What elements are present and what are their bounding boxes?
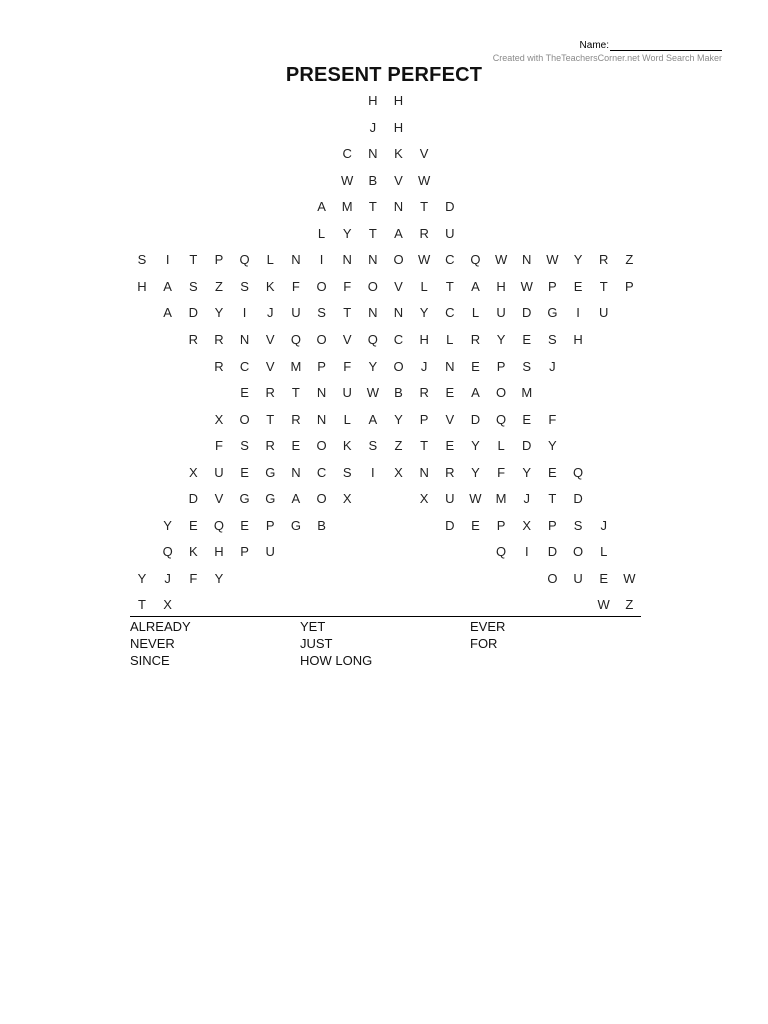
grid-letter: U <box>265 544 275 560</box>
grid-letter: P <box>496 517 506 533</box>
grid-letter: J <box>267 305 274 321</box>
grid-letter: W <box>366 385 379 401</box>
grid-letter: W <box>520 278 533 294</box>
grid-letter: J <box>420 358 428 374</box>
grid-letter: Z <box>625 252 634 268</box>
grid-letter: A <box>394 225 403 241</box>
grid-letter: N <box>419 464 429 480</box>
grid-letter: E <box>240 464 249 480</box>
grid-letter: M <box>290 358 302 374</box>
grid-letter: R <box>265 438 275 454</box>
grid-letter: K <box>265 278 275 294</box>
word-bank-column-2 <box>300 618 372 669</box>
grid-letter: U <box>598 305 609 321</box>
grid-letter: X <box>163 597 172 613</box>
grid-letter: R <box>598 252 609 268</box>
grid-letter: P <box>419 411 429 427</box>
grid-letter: R <box>419 385 429 401</box>
grid-letter: N <box>393 199 404 215</box>
grid-letter: T <box>599 278 608 294</box>
grid-letter: E <box>240 385 249 401</box>
grid-letter: J <box>523 491 530 507</box>
grid-letter: W <box>494 252 508 268</box>
grid-letter: F <box>343 358 352 374</box>
grid-letter: F <box>497 464 506 480</box>
grid-letter: Q <box>367 331 378 347</box>
grid-letter: Y <box>342 225 352 241</box>
word-bank-item: ALREADY <box>130 619 191 634</box>
grid-letter: M <box>341 199 353 215</box>
grid-letter: Z <box>394 438 403 454</box>
page-title: PRESENT PERFECT <box>285 64 483 86</box>
grid-letter: G <box>239 491 250 507</box>
grid-letter: N <box>368 146 378 162</box>
grid-letter: S <box>368 438 378 454</box>
grid-letter: B <box>368 172 378 188</box>
word-bank-column-1 <box>130 618 191 669</box>
grid-letter: C <box>445 252 455 268</box>
grid-letter: D <box>522 305 532 321</box>
grid-letter: O <box>572 544 584 560</box>
grid-letter: R <box>214 358 224 374</box>
grid-letter: D <box>188 491 198 507</box>
grid-letter: A <box>163 278 172 294</box>
grid-letter: M <box>521 385 533 401</box>
grid-letter: R <box>188 331 198 347</box>
grid-letter: L <box>420 278 428 294</box>
grid-letter: B <box>317 517 326 533</box>
word-bank-item: SINCE <box>130 653 170 668</box>
grid-letter: Y <box>522 464 532 480</box>
grid-letter: D <box>573 491 583 507</box>
grid-letter: U <box>445 225 455 241</box>
grid-letter: R <box>265 385 275 401</box>
grid-letter: N <box>393 305 404 321</box>
grid-letter: Q <box>496 544 507 560</box>
word-bank-column-3 <box>470 618 505 652</box>
grid-letter: S <box>240 278 249 294</box>
grid-letter: H <box>419 331 429 347</box>
grid-letter: A <box>471 385 480 401</box>
grid-letter: C <box>393 331 404 347</box>
grid-letter: O <box>316 438 327 454</box>
grid-letter: Y <box>163 517 172 533</box>
grid-letter: Y <box>368 358 378 374</box>
grid-letter: H <box>393 93 404 108</box>
grid-letter: N <box>342 252 352 268</box>
grid-letter: Q <box>162 544 173 560</box>
grid-letter: Q <box>572 464 584 480</box>
grid-letter: C <box>445 305 455 321</box>
grid-letter: G <box>265 464 276 480</box>
grid-letter: T <box>266 411 275 427</box>
grid-letter: V <box>342 331 352 347</box>
grid-letter: R <box>419 225 429 241</box>
grid-letter: E <box>471 517 480 533</box>
grid-letter: S <box>188 278 198 294</box>
grid-letter: T <box>189 252 198 268</box>
grid-letter: R <box>291 411 301 427</box>
grid-letter: A <box>163 305 172 321</box>
grid-letter: E <box>188 517 198 533</box>
grid-letter: H <box>137 278 147 294</box>
grid-letter: L <box>343 411 351 427</box>
grid-letter: W <box>597 597 610 613</box>
grid-letter: L <box>497 438 505 454</box>
grid-letter: H <box>496 278 506 294</box>
grid-letter: L <box>471 305 480 321</box>
grid-letter: D <box>547 544 558 560</box>
grid-letter: S <box>317 305 326 321</box>
grid-letter: G <box>290 517 301 533</box>
grid-letter: T <box>368 199 377 215</box>
grid-letter: U <box>342 385 352 401</box>
grid-letter: U <box>573 570 583 586</box>
grid-letter: X <box>342 491 352 507</box>
word-bank-item: YET <box>300 619 326 634</box>
grid-letter: T <box>138 597 146 613</box>
grid-letter: O <box>316 331 327 347</box>
grid-letter: B <box>394 385 403 401</box>
grid-letter: E <box>599 570 609 586</box>
grid-letter: N <box>239 331 250 347</box>
grid-letter: S <box>548 331 557 347</box>
grid-letter: X <box>419 491 429 507</box>
grid-letter: Q <box>239 252 250 268</box>
grid-letter: H <box>214 544 224 560</box>
grid-letter: H <box>368 93 378 108</box>
grid-letter: L <box>600 544 608 560</box>
grid-letter: K <box>394 146 403 162</box>
grid-letter: Y <box>496 331 506 347</box>
grid-letter: Q <box>496 411 507 427</box>
grid-letter: N <box>316 385 327 401</box>
grid-letter: R <box>214 331 224 347</box>
grid-letter: W <box>341 172 354 188</box>
grid-letter: G <box>547 305 558 321</box>
grid-letter: X <box>214 411 224 427</box>
grid-letter: O <box>496 385 507 401</box>
grid-letter: F <box>189 570 198 586</box>
grid-letter: I <box>319 252 324 268</box>
credit-text: Created with TheTeachersCorner.net Word Search Maker <box>492 53 722 63</box>
grid-letter: D <box>445 517 455 533</box>
grid-letter: Q <box>470 252 481 268</box>
grid-letter: S <box>573 517 583 533</box>
word-bank-item: EVER <box>470 619 506 634</box>
grid-letter: J <box>549 358 556 374</box>
grid-letter: F <box>291 278 300 294</box>
grid-letter: C <box>316 464 327 480</box>
word-bank-item: HOW LONG <box>300 653 373 668</box>
divider <box>130 616 641 617</box>
grid-letter: P <box>214 252 224 268</box>
grid-letter: E <box>471 358 480 374</box>
grid-letter: V <box>214 491 224 507</box>
grid-letter: L <box>266 252 274 268</box>
grid-letter: O <box>316 491 327 507</box>
word-bank-item: NEVER <box>130 636 175 651</box>
grid-letter: J <box>600 517 607 533</box>
word-bank-item: JUST <box>300 636 333 651</box>
grid-letter: U <box>291 305 301 321</box>
grid-letter: O <box>367 278 378 294</box>
grid-letter: T <box>291 385 300 401</box>
grid-letter: C <box>239 358 250 374</box>
grid-letter: N <box>291 252 301 268</box>
grid-letter: T <box>420 199 429 215</box>
grid-letter: Y <box>214 570 224 586</box>
grid-letter: E <box>240 517 249 533</box>
grid-letter: E <box>445 438 455 454</box>
grid-letter: X <box>394 464 403 480</box>
grid-letter: T <box>368 225 377 241</box>
grid-letter: N <box>522 252 532 268</box>
grid-letter: Z <box>625 597 634 613</box>
grid-letter: R <box>470 331 481 347</box>
grid-letter: Y <box>573 252 583 268</box>
grid-letter: U <box>496 305 506 321</box>
grid-letter: I <box>371 464 375 480</box>
grid-letter: N <box>368 305 378 321</box>
grid-letter: A <box>291 491 301 507</box>
grid-letter: V <box>394 172 403 188</box>
grid-letter: P <box>548 517 557 533</box>
grid-letter: W <box>469 491 482 507</box>
grid-letter: S <box>240 438 249 454</box>
grid-letter: J <box>164 570 171 586</box>
grid-letter: V <box>265 331 275 347</box>
grid-letter: P <box>240 544 249 560</box>
grid-letter: Z <box>214 278 223 294</box>
grid-letter: E <box>522 411 532 427</box>
grid-letter: N <box>291 464 301 480</box>
grid-letter: D <box>188 305 198 321</box>
grid-letter: Q <box>290 331 301 347</box>
grid-letter: D <box>522 438 532 454</box>
grid-letter: W <box>623 570 636 586</box>
grid-letter: Y <box>419 305 429 321</box>
grid-letter: I <box>524 544 529 560</box>
name-label: Name: <box>579 40 609 51</box>
grid-letter: H <box>573 331 583 347</box>
grid-letter: I <box>165 252 170 268</box>
grid-letter: V <box>419 146 429 162</box>
grid-letter: W <box>546 252 559 268</box>
grid-letter: U <box>445 491 455 507</box>
grid-letter: V <box>445 411 455 427</box>
grid-letter: P <box>317 358 326 374</box>
grid-letter: O <box>393 358 404 374</box>
grid-letter: N <box>445 358 455 374</box>
grid-letter: P <box>265 517 275 533</box>
grid-letter: E <box>573 278 583 294</box>
grid-letter: O <box>316 278 327 294</box>
grid-letter: J <box>369 119 377 135</box>
grid-letter: G <box>265 491 276 507</box>
grid-letter: W <box>418 172 431 188</box>
grid-letter: A <box>471 278 480 294</box>
grid-letter: T <box>445 278 454 294</box>
grid-letter: Q <box>213 517 224 533</box>
grid-letter: X <box>188 464 198 480</box>
grid-letter: I <box>242 305 247 321</box>
grid-letter: Y <box>471 438 480 454</box>
grid-letter: A <box>317 199 326 215</box>
grid-letter: X <box>522 517 532 533</box>
grid-letter: U <box>214 464 224 480</box>
grid-letter: P <box>496 358 506 374</box>
grid-letter: Y <box>137 570 147 586</box>
grid-letter: Y <box>471 464 480 480</box>
grid-letter: O <box>393 252 404 268</box>
grid-letter: S <box>522 358 532 374</box>
grid-letter: T <box>420 438 429 454</box>
grid-letter: F <box>343 278 352 294</box>
grid-letter: D <box>445 199 455 215</box>
grid-letter: W <box>418 252 431 268</box>
grid-letter: M <box>495 491 507 507</box>
grid-letter: O <box>547 570 558 586</box>
grid-letter: S <box>137 252 147 268</box>
grid-letter: K <box>342 438 352 454</box>
grid-letter: T <box>548 491 557 507</box>
grid-letter: N <box>368 252 378 268</box>
grid-letter: P <box>625 278 634 294</box>
grid-letter: F <box>548 411 557 427</box>
grid-letter: E <box>291 438 301 454</box>
grid-letter: A <box>368 411 378 427</box>
grid-letter: E <box>522 331 532 347</box>
grid-letter: H <box>393 119 404 135</box>
grid-letter: Y <box>548 438 557 454</box>
grid-letter: K <box>188 544 198 560</box>
grid-letter: Y <box>394 411 403 427</box>
grid-letter: N <box>316 411 327 427</box>
grid-letter: S <box>342 464 352 480</box>
grid-letter: F <box>214 438 223 454</box>
grid-letter: L <box>317 225 326 241</box>
grid-letter: T <box>343 305 352 321</box>
grid-letter: P <box>548 278 557 294</box>
grid-letter: L <box>446 331 454 347</box>
grid-letter: O <box>239 411 250 427</box>
grid-letter: E <box>548 464 557 480</box>
grid-letter: R <box>445 464 455 480</box>
word-bank-item: FOR <box>470 636 498 651</box>
grid-letter: V <box>394 278 403 294</box>
grid-letter: V <box>265 358 275 374</box>
grid-letter: E <box>445 385 455 401</box>
grid-letter: C <box>342 146 352 162</box>
grid-letter: D <box>470 411 481 427</box>
grid-letter: I <box>576 305 580 321</box>
grid-letter: Y <box>214 305 224 321</box>
